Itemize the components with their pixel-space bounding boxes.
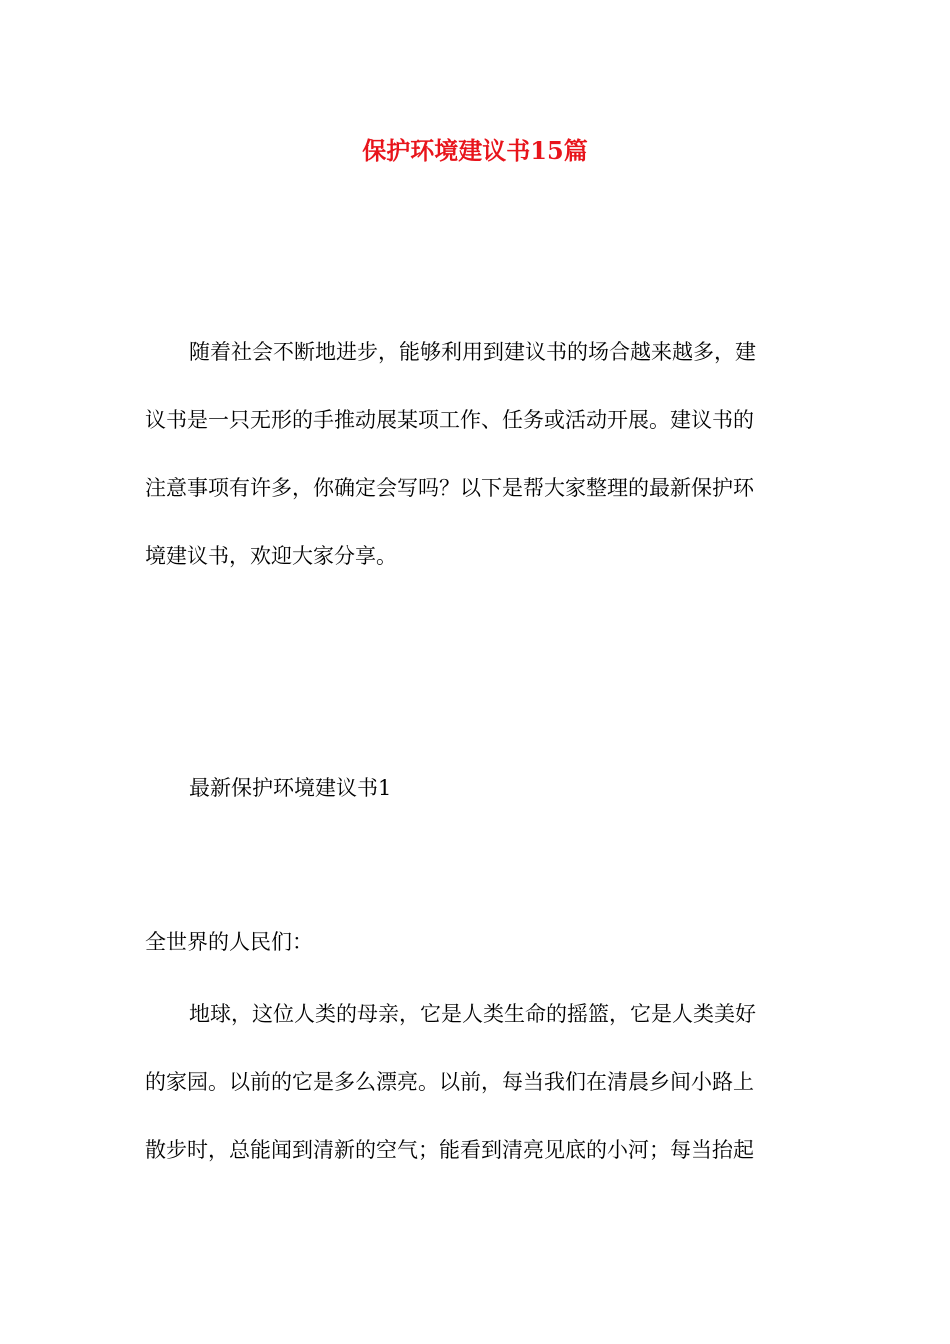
body-paragraph xyxy=(145,980,807,1184)
document-title: 保护环境建议书15篇 xyxy=(362,136,588,165)
body-line: 散步时，总能闻到清新的空气；能看到清亮见底的小河；每当抬起 xyxy=(145,1138,754,1162)
intro-paragraph xyxy=(145,318,807,590)
body-line: 地球，这位人类的母亲，它是人类生命的摇篮，它是人类美好 xyxy=(189,1002,756,1026)
intro-line: 随着社会不断地进步，能够利用到建议书的场合越来越多，建 xyxy=(189,340,756,364)
section-heading: 最新保护环境建议书1 xyxy=(189,776,392,800)
salutation: 全世界的人民们： xyxy=(145,930,313,954)
intro-line: 议书是一只无形的手推动展某项工作、任务或活动开展。建议书的 xyxy=(145,408,754,432)
intro-line: 境建议书，欢迎大家分享。 xyxy=(145,544,397,568)
body-line: 的家园。以前的它是多么漂亮。以前，每当我们在清晨乡间小路上 xyxy=(145,1070,754,1094)
intro-line: 注意事项有许多，你确定会写吗？以下是帮大家整理的最新保护环 xyxy=(145,476,754,500)
